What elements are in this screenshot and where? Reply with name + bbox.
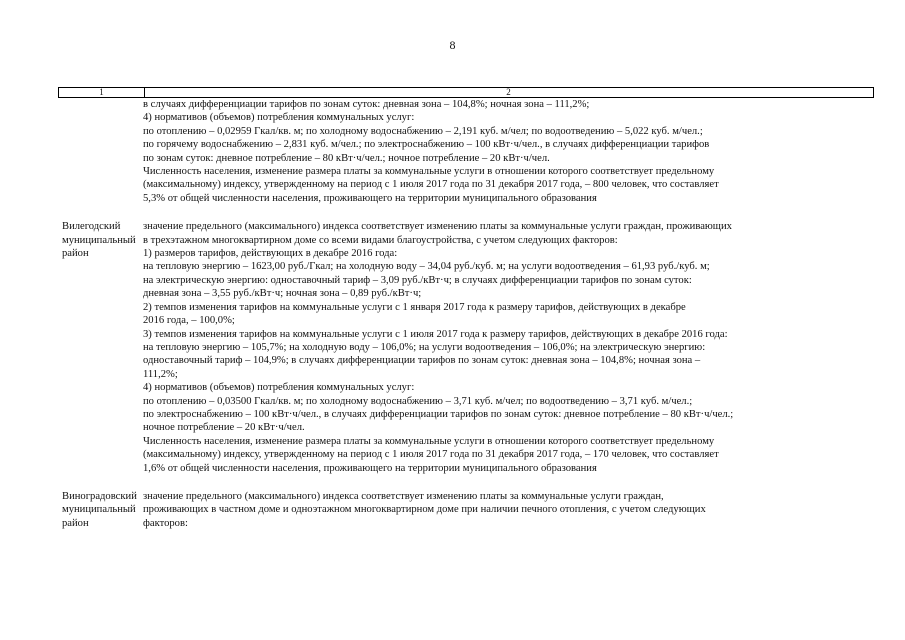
description-line: 2) темпов изменения тарифов на коммунальные услуги с 1 января 2017 года к размеру тарифов, действующих в декабре [143, 301, 686, 313]
description-line: значение предельного (максимального) индекса соответствует изменению платы за коммунальные услуги граждан, проживающих [143, 221, 732, 233]
description-line: проживающих в частном доме и одноэтажном многоквартирном доме при наличии печного отопления, с учетом следующих [143, 504, 706, 516]
description-line: в случаях дифференциации тарифов по зонам суток: дневная зона – 104,8%; ночная зона – 111,2%; [143, 99, 590, 110]
district-name-line: Виноградовский [62, 490, 137, 502]
description-line: на электрическую энергию: одноставочный тариф – 3,09 руб./кВт·ч; в случаях дифференциации тарифов по зонам суток: [143, 274, 692, 286]
page-number: 8 [449, 38, 456, 52]
description-line: 1,6% от общей численности населения, проживающего на территории муниципального образования [143, 462, 597, 474]
description-line: дневная зона – 3,55 руб./кВт·ч; ночная зона – 0,89 руб./кВт·ч; [143, 288, 422, 300]
table-row [58, 98, 874, 205]
description-cell [143, 220, 874, 475]
description-line: ночное потребление – 20 кВт·ч/чел. [143, 422, 305, 434]
description-line: (максимальному) индексу, утвержденному на период с 1 июля 2017 года по 31 декабря 2017 года, – 800 человек, что составляет [143, 179, 719, 191]
description-line: 4) нормативов (объемов) потребления коммунальных услуг: [143, 112, 415, 124]
description-line: по горячему водоснабжению – 2,831 куб. м/чел.; по электроснабжению – 100 кВт·ч/чел., в случаях дифференциации тарифов [143, 139, 710, 151]
description-line: на тепловую энергию – 1623,00 руб./Гкал; на холодную воду – 34,04 руб./куб. м; на услуги водоотведения – 61,93 руб./куб. м; [143, 261, 710, 273]
description-cell [143, 490, 874, 530]
table-header-row [58, 87, 874, 98]
district-name-line: Вилегодский [62, 221, 121, 233]
table-body [58, 98, 874, 530]
description-line: 4) нормативов (объемов) потребления коммунальных услуг: [143, 382, 415, 394]
description-line: Численность населения, изменение размера платы за коммунальные услуги в отношении которого соответствует предельному [143, 166, 715, 178]
description-line: 111,2%; [143, 368, 178, 380]
description-line: по отоплению – 0,03500 Гкал/кв. м; по холодному водоснабжению – 3,71 куб. м/чел; по водоотведению – 3,71 куб. м/чел.; [143, 395, 693, 407]
table-header-col-1: 1 [59, 88, 145, 97]
description-line: по зонам суток: дневное потребление – 80 кВт·ч/чел.; ночное потребление – 20 кВт·ч/чел. [143, 152, 550, 164]
district-name-line: район [62, 248, 89, 260]
district-name-line: муниципальный [62, 504, 136, 516]
description-line: по электроснабжению – 100 кВт·ч/чел., в случаях дифференциации тарифов по зонам суток: дневное потребление – 80 кВт·ч/чел.; [143, 408, 734, 420]
description-line: 2016 года, – 100,0%; [143, 315, 235, 327]
description-line: факторов: [143, 517, 188, 529]
description-line: 5,3% от общей численности населения, проживающего на территории муниципального образования [143, 192, 597, 204]
district-name-line: муниципальный [62, 234, 136, 246]
description-line: одноставочный тариф – 104,9%; в случаях дифференциации тарифов по зонам суток: дневная зона – 104,8%; ночная зона – [143, 355, 701, 367]
row-spacer [58, 205, 874, 220]
description-line: (максимальному) индексу, утвержденному на период с 1 июля 2017 года по 31 декабря 2017 года, – 170 человек, что составляет [143, 449, 719, 461]
table-header-col-2: 2 [506, 87, 511, 97]
district-name-cell [58, 98, 143, 205]
table-row [58, 490, 874, 530]
description-line: 1) размеров тарифов, действующих в декабре 2016 года: [143, 248, 398, 260]
description-cell [143, 98, 874, 205]
description-line: в трехэтажном многоквартирном доме со всеми видами благоустройства, с учетом следующих факторов: [143, 234, 618, 246]
row-spacer [58, 475, 874, 490]
description-line: 3) темпов изменения тарифов на коммунальные услуги с 1 июля 2017 года к размеру тарифов, действующих в декабре 2016 года: [143, 328, 728, 340]
description-line: по отоплению – 0,02959 Гкал/кв. м; по холодному водоснабжению – 2,191 куб. м/чел; по водоотведению – 5,022 куб. м/чел.; [143, 125, 703, 137]
description-line: на тепловую энергию – 105,7%; на холодную воду – 106,0%; на услуги водоотведения – 106,0%; на электрическую энергию: [143, 341, 706, 353]
description-line: Численность населения, изменение размера платы за коммунальные услуги в отношении которого соответствует предельному [143, 435, 715, 447]
district-name-line: район [62, 517, 89, 529]
description-line: значение предельного (максимального) индекса соответствует изменению платы за коммунальные услуги граждан, [143, 490, 664, 502]
district-name-cell [58, 220, 143, 475]
district-name-cell [58, 490, 143, 530]
table-row [58, 220, 874, 475]
